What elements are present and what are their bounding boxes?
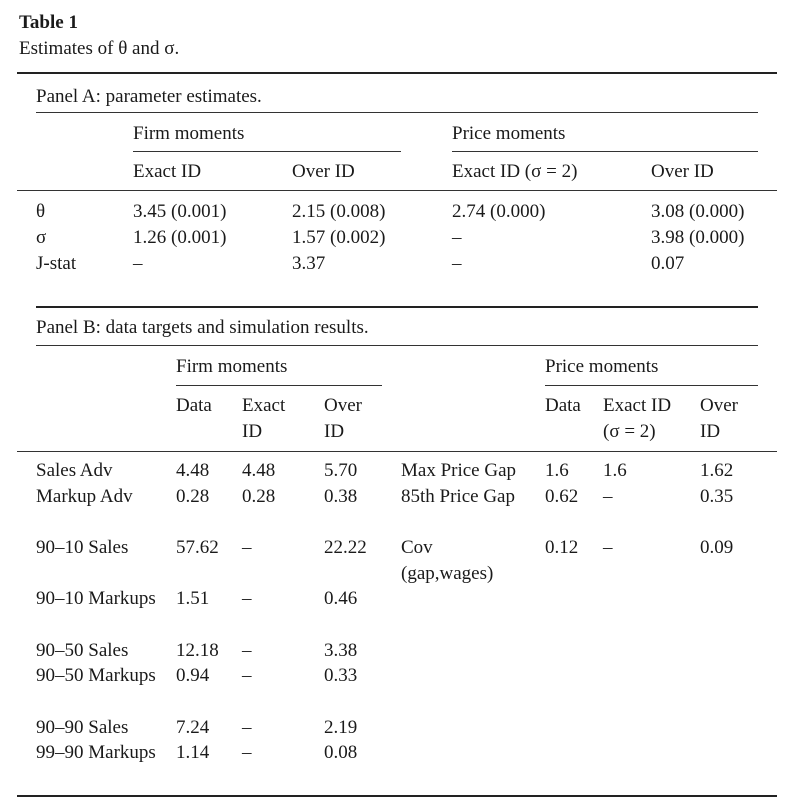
table-cell: 0.33 (324, 665, 358, 686)
table-cell: 2.15 (0.008) (292, 201, 386, 222)
table-cell: – (603, 486, 613, 507)
table-cell: 2.19 (324, 717, 358, 738)
table-cell: 4.48 (242, 460, 276, 481)
panel-a-title: Panel A: parameter estimates. (36, 86, 262, 107)
panel-a-price-rule (452, 151, 758, 152)
table-cell: – (242, 665, 252, 686)
table-cell: 0.35 (700, 486, 734, 507)
row-label: 90–10 Markups (36, 588, 156, 609)
panel-b-title-rule (36, 345, 758, 346)
panel-b-col-price-over: Over ID (700, 395, 738, 442)
panel-b-price-rule (545, 385, 758, 386)
bottom-rule (17, 795, 777, 797)
row-label-sigma: σ (36, 227, 47, 248)
panel-b-title: Panel B: data targets and simulation results. (36, 317, 369, 338)
panel-a-col-over-id-price: Over ID (651, 161, 714, 182)
panel-a-header-rule (17, 190, 777, 191)
top-rule (17, 72, 777, 74)
table-cell: 0.07 (651, 253, 685, 274)
row-label: Cov (gap,wages) (401, 537, 494, 584)
table-cell: 22.22 (324, 537, 367, 558)
table-cell: 1.26 (0.001) (133, 227, 227, 248)
panel-a-firm-rule (133, 151, 401, 152)
table-cell: 0.38 (324, 486, 358, 507)
table-cell: 7.24 (176, 717, 210, 738)
panel-a-group-price: Price moments (452, 123, 566, 144)
table-cell: 57.62 (176, 537, 219, 558)
row-label-theta: θ (36, 201, 46, 222)
row-label: 90–50 Markups (36, 665, 156, 686)
table-cell: – (242, 588, 252, 609)
table-cell: 1.6 (545, 460, 569, 481)
panel-b-col-firm-over: Over ID (324, 395, 362, 442)
table-cell: 1.57 (0.002) (292, 227, 386, 248)
table-cell: 1.62 (700, 460, 734, 481)
panel-b-col-price-exact: Exact ID (σ = 2) (603, 395, 672, 442)
table-cell: 3.08 (0.000) (651, 201, 745, 222)
table-cell: 4.48 (176, 460, 210, 481)
panel-b-header-rule (17, 451, 777, 452)
table-cell: 1.51 (176, 588, 210, 609)
table-cell: 0.09 (700, 537, 734, 558)
table-cell: 3.98 (0.000) (651, 227, 745, 248)
table-cell: – (452, 253, 462, 274)
row-label: Sales Adv (36, 460, 113, 481)
table-cell: – (242, 640, 252, 661)
panel-a-group-firm: Firm moments (133, 123, 245, 144)
panel-b-firm-rule (176, 385, 382, 386)
table-cell: – (603, 537, 613, 558)
row-label: 85th Price Gap (401, 486, 515, 507)
table-cell: 3.37 (292, 253, 326, 274)
row-label: Markup Adv (36, 486, 133, 507)
table-cell: – (242, 742, 252, 763)
table-cell: 0.08 (324, 742, 358, 763)
row-label-j-stat: J-stat (36, 253, 77, 274)
table-cell: 0.94 (176, 665, 210, 686)
table-cell: 3.38 (324, 640, 358, 661)
table-cell: 5.70 (324, 460, 358, 481)
row-label: Max Price Gap (401, 460, 517, 481)
table-cell: 0.28 (176, 486, 210, 507)
table-cell: 0.12 (545, 537, 579, 558)
row-label: 90–50 Sales (36, 640, 129, 661)
panel-b-top-rule (36, 306, 758, 308)
table-cell: 0.62 (545, 486, 579, 507)
panel-a-col-over-id: Over ID (292, 161, 355, 182)
table-cell: 0.46 (324, 588, 358, 609)
row-label: 90–90 Sales (36, 717, 129, 738)
panel-a-col-exact-id: Exact ID (133, 161, 202, 182)
panel-b-col-firm-exact: Exact ID (242, 395, 286, 442)
panel-a-col-exact-id-sigma: Exact ID (σ = 2) (452, 161, 578, 182)
table-label: Table 1 (19, 12, 78, 33)
table-cell: – (242, 537, 252, 558)
row-label: 90–10 Sales (36, 537, 129, 558)
table-cell: 12.18 (176, 640, 219, 661)
panel-b-group-firm: Firm moments (176, 356, 288, 377)
table-cell: 1.14 (176, 742, 210, 763)
panel-b-col-firm-data: Data (176, 395, 212, 416)
panel-b-group-price: Price moments (545, 356, 659, 377)
table-cell: – (133, 253, 143, 274)
table-cell: 2.74 (0.000) (452, 201, 546, 222)
panel-a-title-rule (36, 112, 758, 113)
table-cell: – (452, 227, 462, 248)
table-cell: – (242, 717, 252, 738)
table-cell: 1.6 (603, 460, 627, 481)
table-cell: 3.45 (0.001) (133, 201, 227, 222)
row-label: 99–90 Markups (36, 742, 156, 763)
table-caption: Estimates of θ and σ. (19, 38, 180, 59)
panel-b-col-price-data: Data (545, 395, 581, 416)
table-cell: 0.28 (242, 486, 276, 507)
